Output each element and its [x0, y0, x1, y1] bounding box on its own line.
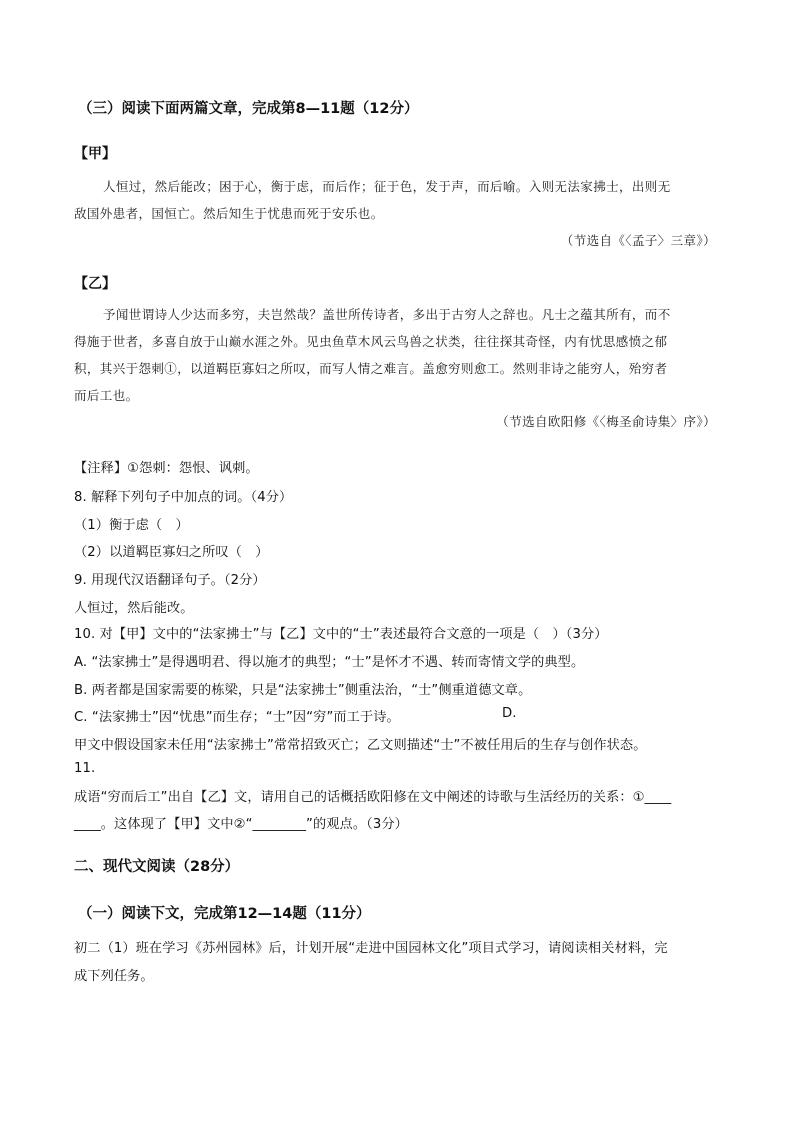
passage-yi-line: 积，其兴于怨刺①，以道羁臣寡妇之所叹，而写人情之难言。盖愈穷则愈工。然则非诗之能穷人，殆穷者 — [74, 361, 668, 376]
passage-yi-source: （节选自欧阳修《〈梅圣俞诗集〉序》） — [496, 414, 716, 429]
section-heading: （三）阅读下面两篇文章，完成第8—11题（12分） — [78, 101, 419, 117]
passage-yi-line: 而后工也。 — [74, 388, 139, 403]
question-8-item-2: （2）以道羁臣寡妇之所叹（ ） — [74, 545, 269, 560]
question-8: 8. 解释下列句子中加点的词。（4分） — [74, 490, 293, 505]
section-2-sub-heading: （一）阅读下文，完成第12—14题（11分） — [78, 906, 371, 922]
passage-yi-line: 予闻世谓诗人少达而多穷，夫岂然哉？盖世所传诗者，多出于古穷人之辞也。凡士之蕴其所有，而不 — [103, 307, 671, 322]
question-10-option-c: C. “法家拂士”因“忧患”而生存；“士”因“穷”而工于诗。 — [74, 710, 400, 725]
passage-yi-line: 得施于世者，多喜自放于山巅水涯之外。见虫鱼草木风云鸟兽之状类，往往探其奇怪，内有忧思感愤之郁 — [74, 334, 668, 349]
question-10-option-a: A. “法家拂士”是得遇明君、得以施才的典型；“士”是怀才不遇、转而寄情文学的典型。 — [74, 655, 585, 670]
passage-jia-line: 人恒过，然后能改；困于心，衡于虑，而后作；征于色，发于声，而后喻。入则无法家拂士，出则无 — [103, 179, 671, 194]
passage-jia-source: （节选自《〈孟子〉三章》） — [560, 233, 716, 248]
question-10-option-d: 甲文中假设国家未任用“法家拂士”常常招致灭亡；乙文则描述“士”不被任用后的生存与创作状态。 — [74, 738, 647, 753]
section-2-intro-line: 初二（1）班在学习《苏州园林》后，计划开展“走进中国园林文化”项目式学习，请阅读相关材料，完 — [74, 941, 668, 956]
question-9-sentence: 人恒过，然后能改。 — [74, 601, 194, 616]
annotation-note: 【注释】①怨刺：怨恨、讽刺。 — [74, 461, 259, 476]
passage-jia-line: 敌国外患者，国恒亡。然后知生于忧患而死于安乐也。 — [74, 206, 384, 221]
passage-yi-label: 【乙】 — [74, 276, 116, 292]
question-11-number: 11. — [74, 761, 96, 776]
section-2-intro-line: 成下列任务。 — [74, 969, 154, 984]
question-11-continued: ____。这体现了【甲】文中②“________”的观点。（3分） — [74, 817, 408, 832]
question-8-item-1: （1）衡于虑（ ） — [74, 518, 189, 533]
question-11: 成语“穷而后工”出自【乙】文，请用自己的话概括欧阳修在文中阐述的诗歌与生活经历的关系：①____ — [74, 790, 672, 805]
question-10-option-b: B. 两者都是国家需要的栋梁，只是“法家拂士”侧重法治，“士”侧重道德文章。 — [74, 683, 532, 698]
passage-jia-label: 【甲】 — [74, 146, 116, 162]
section-2-heading: 二、现代文阅读（28分） — [74, 859, 240, 875]
question-9: 9. 用现代汉语翻译句子。（2分） — [74, 573, 266, 588]
question-10: 10. 对【甲】文中的“法家拂士”与【乙】文中的“士”表述最符合文意的一项是（ ）（3分） — [74, 627, 608, 642]
question-10-option-d-label: D. — [502, 706, 517, 721]
